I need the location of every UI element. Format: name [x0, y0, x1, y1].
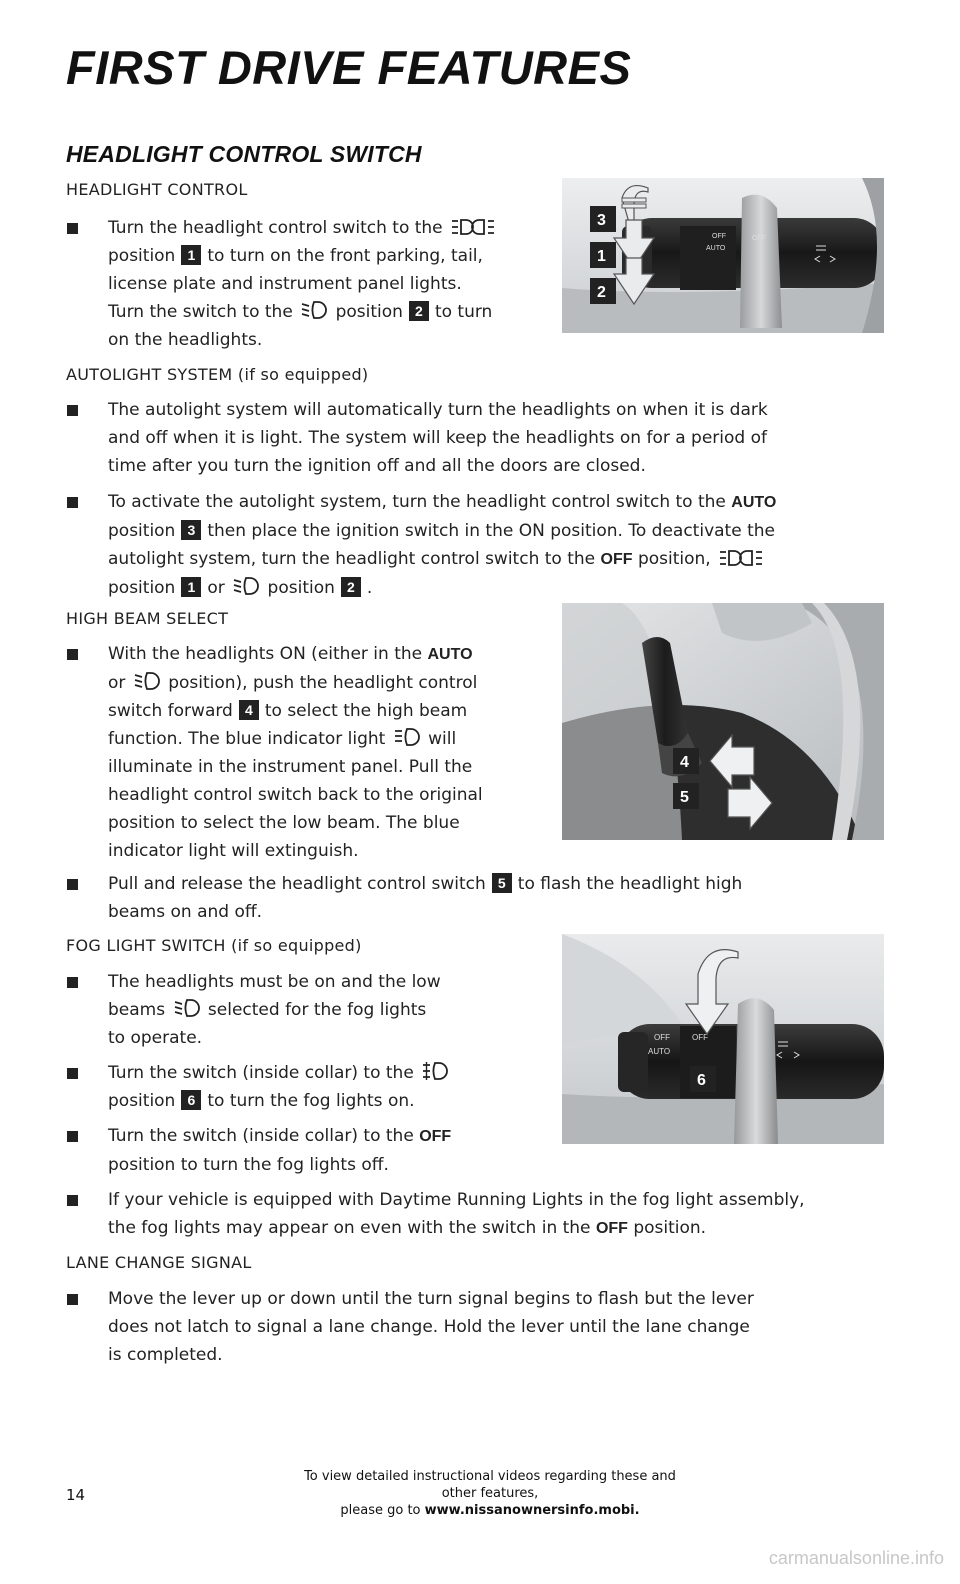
- low-beam-icon: [133, 671, 161, 691]
- autolight-bullet-2: To activate the autolight system, turn the headlight control switch to the AUTO position 3 then place the ignition switch in the ON position. To deactivate the autolight system, turn the headlight control switch to the OFF position, position 1 or position 2 .: [108, 488, 898, 602]
- photo3-label-6: 6: [697, 1072, 706, 1089]
- callout-5: 5: [492, 873, 512, 893]
- fog-light-icon: [421, 1061, 449, 1081]
- photo2-label-5: 5: [680, 789, 689, 806]
- photo2-label-4: 4: [680, 754, 689, 771]
- callout-3: 3: [181, 520, 201, 540]
- lane-change-bullet: Move the lever up or down until the turn signal begins to flash but the lever does not latch to signal a lane change. Hold the lever until the lane change is completed.: [108, 1285, 898, 1369]
- parking-light-icon: [450, 218, 498, 236]
- callout-1: 1: [181, 245, 201, 265]
- parking-light-icon: [718, 549, 766, 567]
- stalk-text-auto: AUTO: [706, 245, 726, 252]
- high-beam-bullet-2: Pull and release the headlight control switch 5 to flash the headlight high beams on and off.: [108, 870, 898, 926]
- photo1-label-3: 3: [597, 212, 606, 229]
- fog-bullet-2: Turn the switch (inside collar) to the position 6 to turn the fog lights on.: [108, 1059, 528, 1115]
- footer-note: To view detailed instructional videos regarding these and other features, please go to www.nissanownersinfo.mobi.: [304, 1469, 676, 1518]
- low-beam-icon: [232, 576, 260, 596]
- headlight-control-heading: HEADLIGHT CONTROL: [66, 180, 248, 199]
- stalk-text-auto: AUTO: [648, 1047, 671, 1056]
- page-number: 14: [66, 1486, 86, 1504]
- fog-bullet-3: Turn the switch (inside collar) to the OFF position to turn the fog lights off.: [108, 1122, 528, 1179]
- stalk-text-off: OFF: [654, 1033, 670, 1042]
- callout-2: 2: [341, 577, 361, 597]
- footer-url[interactable]: www.nissanownersinfo.mobi.: [424, 1503, 640, 1518]
- headlight-switch-photo: [562, 178, 884, 333]
- callout-6: 6: [181, 1090, 201, 1110]
- photo1-label-1: 1: [597, 248, 606, 265]
- callout-2: 2: [409, 301, 429, 321]
- photo1-label-2: 2: [597, 284, 606, 301]
- autolight-heading: AUTOLIGHT SYSTEM (if so equipped): [66, 365, 369, 384]
- callout-1: 1: [181, 577, 201, 597]
- fog-heading: FOG LIGHT SWITCH (if so equipped): [66, 936, 362, 955]
- fog-bullet-4: If your vehicle is equipped with Daytime Running Lights in the fog light assembly, the fog lights may appear on even with the switch in the OFF position.: [108, 1186, 898, 1243]
- high-beam-bullet-1: With the headlights ON (either in the AUTO or position), push the headlight control switch forward 4 to select the high beam function. The blue indicator light will illuminate in the instrument panel. Pull the headlight control switch back to the original position to select the low beam. The blue indicator light will extinguish.: [108, 640, 548, 865]
- stalk-text-off-2: OFF: [752, 235, 766, 242]
- lane-change-heading: LANE CHANGE SIGNAL: [66, 1253, 252, 1272]
- stalk-text-off-2: OFF: [692, 1033, 708, 1042]
- fog-bullet-1: The headlights must be on and the low beams selected for the fog lights to operate.: [108, 968, 528, 1052]
- high-beam-heading: HIGH BEAM SELECT: [66, 609, 229, 628]
- fog-light-photo: [562, 934, 884, 1144]
- high-beam-photo: [562, 603, 884, 840]
- stalk-text-off: OFF: [712, 233, 726, 240]
- high-beam-icon: [393, 727, 421, 747]
- headlight-control-bullet: Turn the headlight control switch to the position 1 to turn on the front parking, tail, license plate and instrument panel lights. Turn the switch to the position 2 to turn on the headlights.: [108, 214, 558, 354]
- watermark: carmanualsonline.info: [768, 1548, 944, 1568]
- section-title: HEADLIGHT CONTROL SWITCH: [66, 141, 422, 167]
- low-beam-icon: [173, 998, 201, 1018]
- callout-4: 4: [239, 700, 259, 720]
- page-title: FIRST DRIVE FEATURES: [66, 41, 632, 94]
- low-beam-icon: [300, 300, 328, 320]
- autolight-bullet-1: The autolight system will automatically turn the headlights on when it is dark and off when it is light. The system will keep the headlights on for a period of time after you turn the ignition off and all the doors are closed.: [108, 396, 898, 480]
